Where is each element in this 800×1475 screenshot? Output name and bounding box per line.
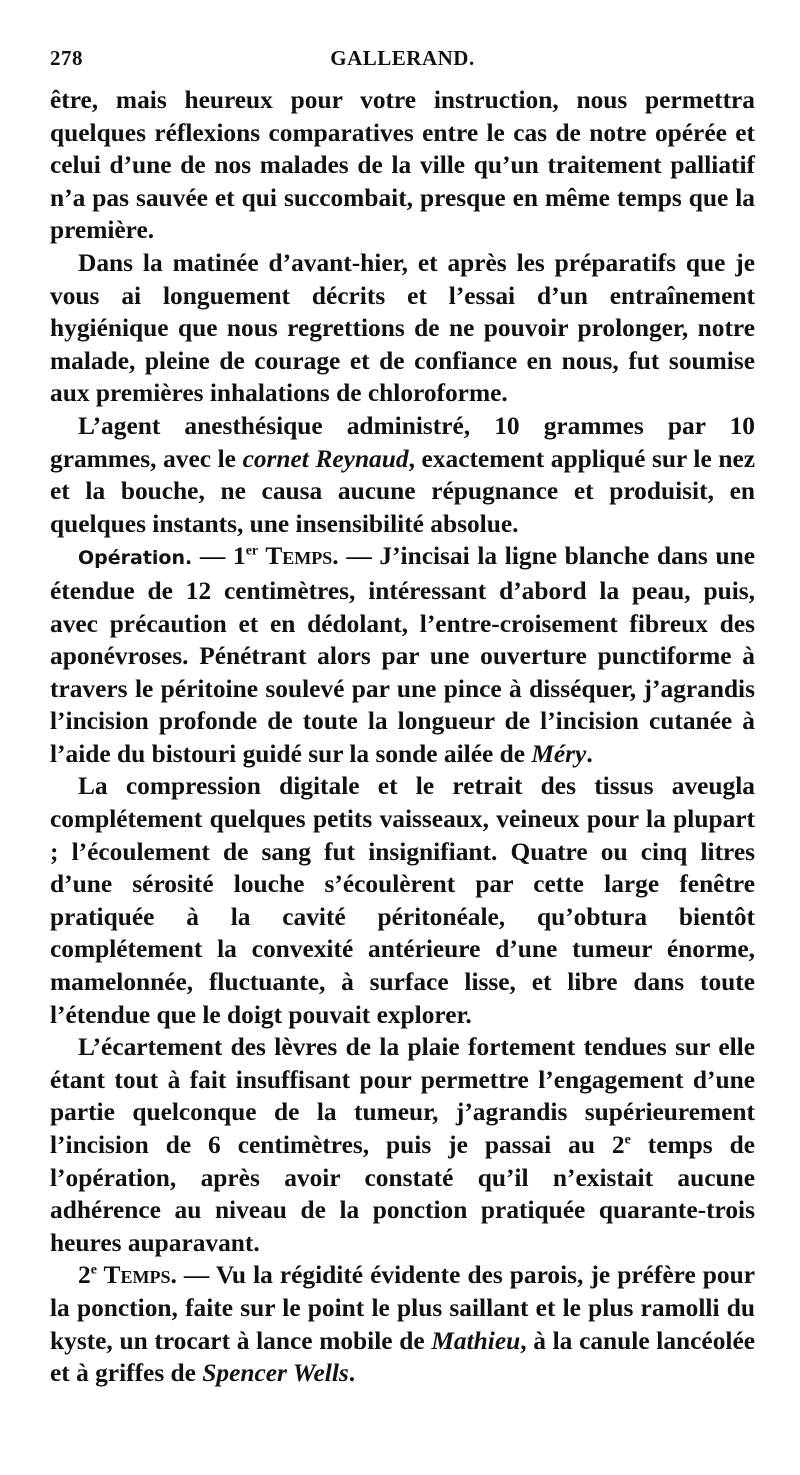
page-header: [50, 46, 755, 76]
paragraph-anesthesia: [50, 410, 755, 540]
superscript: e: [90, 1262, 97, 1278]
emphasis-spencer-wells: Spencer Wells: [202, 1359, 349, 1388]
paragraph-preparation: Dans la matinée d’avant-hier, et après les préparatifs que je vous ai longuement décrits et l’essai d’un entraînement hygiénique que nous regrettions de ne pouvoir prolonger, notre malade, pleine de courage et de confiance en nous, fut soumise aux premières inhalations de chloroforme.: [50, 248, 755, 408]
text-run: L’écartement des lèvres de la plaie fortement tendues sur elle étant tout à fait insuffisant pour permettre l’engagement d’une partie quelconque de la tumeur, j’agrandis supérieurement l’incision de 6 centimètres, puis je passai au 2: [50, 1033, 755, 1159]
text-run: . — J’incisai la ligne blanche dans une étendue de 12 centimètres, intéressant d’abord la peau, puis, avec précaution et en dédolant, l’entre-croisement fibreux des aponévroses. Pénétrant alors par une ouverture punctiforme à travers le péritoine soulevé par une pince à disséquer, j’agrandis l’incision profonde de toute la longueur de l’incision cutanée à l’aide du bistouri guidé sur la sonde ailée de: [50, 542, 755, 768]
text-run: , à la canule lancéolée et à griffes de: [50, 1326, 755, 1388]
stage-label: Temps: [258, 542, 333, 571]
text-run: . — Vu la régidité évidente des parois, je préfère pour la ponction, faite sur le point le plus saillant et le plus ramolli du kyste, un trocart à lance mobile de: [50, 1261, 755, 1355]
paragraph-second-stage: [50, 1259, 755, 1389]
paragraph-compression: La compression digitale et le retrait des tissus aveugla complétement quelques petits vaisseaux, veineux pour la plupart ; l’écoulement de sang fut insignifiant. Quatre ou cinq litres d’une sérosité louche s’écoulèrent par cette large fenêtre pratiquée à la cavité péritonéale, qu’obtura bientôt complétement la convexité antérieure d’une tumeur énorme, mamelonnée, fluctuante, à surface lisse, et libre dans toute l’étendue que le doigt pouvait explorer.: [50, 772, 755, 1029]
stage-number: 1: [232, 542, 246, 571]
text-run: .: [586, 739, 593, 768]
emphasis-mery: Méry: [531, 739, 587, 768]
paragraph-incision-extension: [50, 1031, 755, 1259]
paragraph-operation-first-stage: [50, 540, 755, 770]
text-run: temps de l’opération, après avoir constaté qu’il n’existait aucune adhérence au niveau de la ponction pratiquée quarante-trois heures auparavant.: [50, 1131, 755, 1257]
text-run: —: [192, 542, 233, 571]
page-number: 278: [50, 46, 83, 70]
text-run: .: [348, 1359, 356, 1388]
superscript: er: [245, 543, 259, 559]
emphasis-cornet-reynaud: cornet Reynaud: [242, 444, 409, 473]
text-run: L’agent anesthésique administré, 10 grammes par 10 grammes, avec le: [50, 411, 755, 473]
stage-number: 2: [78, 1261, 91, 1290]
stage-label: Temps: [96, 1261, 171, 1290]
operation-label: Opération.: [78, 547, 193, 570]
superscript: e: [624, 1132, 631, 1148]
page-body: [50, 84, 755, 1390]
running-head: GALLERAND.: [330, 46, 475, 70]
paragraph-continued: être, mais heureux pour votre instruction, nous permettra quelques réflexions comparatives entre le cas de notre opérée et celui d’une de nos malades de la ville qu’un traitement palliatif n’a pas sauvée et qui succombait, presque en même temps que la première.: [50, 86, 755, 245]
text-run: , exactement appliqué sur le nez et la bouche, ne causa aucune répugnance et produisit, en quelques instants, une insensibilité absolue.: [50, 444, 755, 538]
emphasis-mathieu: Mathieu: [431, 1326, 521, 1355]
